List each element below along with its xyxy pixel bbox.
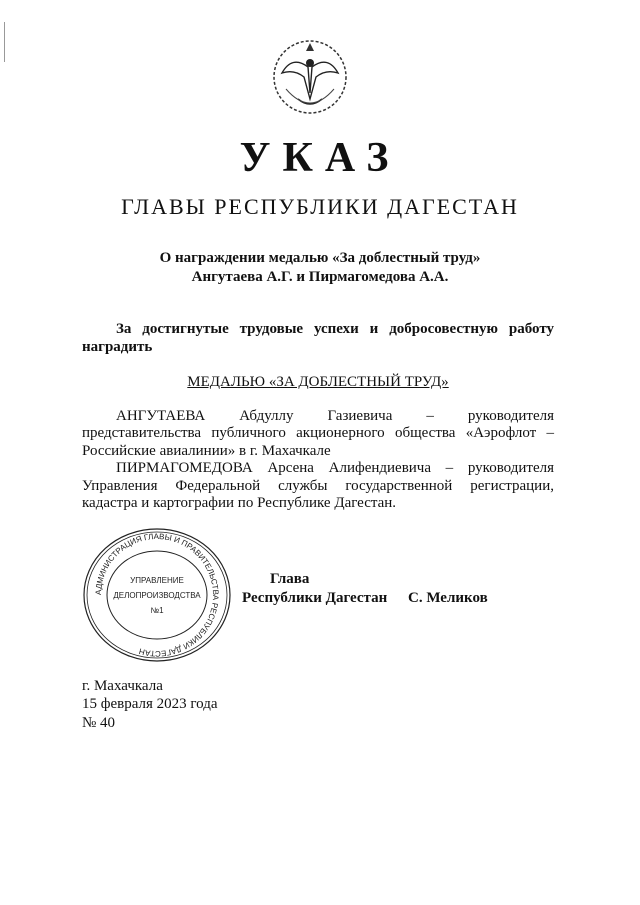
dagestan-emblem-icon xyxy=(268,33,352,117)
stamp-center-line: №1 xyxy=(150,605,164,615)
document-body xyxy=(82,321,554,732)
subject-line: Ангутаева А.Г. и Пирмагомедова А.А. xyxy=(191,269,449,285)
scan-margin-mark xyxy=(4,22,5,62)
issue-city: г. Махачкала xyxy=(82,677,163,694)
awardee-paragraph: ПИРМАГОМЕДОВА Арсена Алифендиевича – руководителя Управления Федеральной службы государственной регистрации, кадастра и картографии по Республике Дагестан. xyxy=(82,460,554,511)
stamp-center-line: ДЕЛОПРОИЗВОДСТВА xyxy=(113,590,201,600)
signer-position-line2: Республики Дагестан xyxy=(242,589,388,606)
stamp-center-line: УПРАВЛЕНИЕ xyxy=(130,575,184,585)
stamp-ring-text: АДМИНИСТРАЦИЯ ГЛАВЫ И ПРАВИТЕЛЬСТВА РЕСПУБЛИКИ ДАГЕСТАН xyxy=(93,531,221,658)
document-number: № 40 xyxy=(82,714,116,731)
awardee-paragraph: АНГУТАЕВА Абдуллу Газиевича – руководителя представительства публичного акционерного общества «Аэрофлот – Российские авиалинии» в г. Махачкале xyxy=(82,407,554,459)
signer-position-line1: Глава xyxy=(270,570,310,587)
document-subject xyxy=(0,249,640,287)
medal-name: МЕДАЛЬЮ «ЗА ДОБЛЕСТНЫЙ ТРУД» xyxy=(187,374,449,390)
intro-paragraph: За достигнутые трудовые успехи и добросовестную работу наградить xyxy=(82,321,554,355)
document-title: УКАЗ xyxy=(239,135,401,181)
document-issuer: ГЛАВЫ РЕСПУБЛИКИ ДАГЕСТАН xyxy=(121,194,519,219)
signer-name: С. Меликов xyxy=(408,589,488,606)
signature-block xyxy=(82,527,554,667)
issue-date: 15 февраля 2023 года xyxy=(82,696,218,712)
subject-line: О награждении медалью «За доблестный труд» xyxy=(159,250,481,266)
office-stamp xyxy=(82,527,232,663)
document-footer xyxy=(82,677,554,733)
